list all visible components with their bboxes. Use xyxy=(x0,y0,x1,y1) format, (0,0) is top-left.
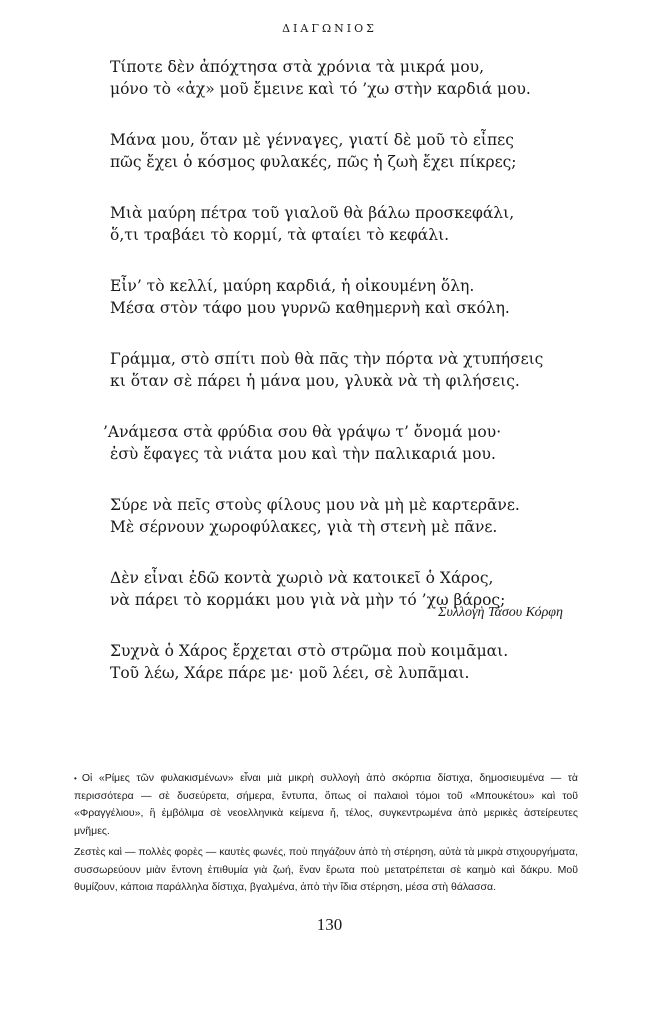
footnote xyxy=(74,770,578,840)
verse-line: Τοῦ λέω, Χάρε πάρε με· μοῦ λέει, σὲ λυπᾶμαι. xyxy=(110,664,470,682)
verse-line: ἐσὺ ἔφαγες τὰ νιάτα μου καὶ τὴν παλικαριά μου. xyxy=(110,445,496,463)
running-head: ΔΙΑΓΩΝΙΟΣ xyxy=(282,22,377,35)
verse-line: Γράμμα, στὸ σπίτι ποὺ θὰ πᾶς τὴν πόρτα νὰ χτυπήσεις xyxy=(110,350,544,368)
verse-line: Συχνὰ ὁ Χάρος ἔρχεται στὸ στρῶμα ποὺ κοιμᾶμαι. xyxy=(110,642,509,660)
verse-line: Δὲν εἶναι ἐδῶ κοντὰ χωριὸ νὰ κατοικεῖ ὁ Χάρος, xyxy=(110,569,494,587)
stanza xyxy=(110,494,580,538)
stanza xyxy=(103,421,580,465)
footnotes xyxy=(74,770,578,901)
verse-line: πῶς ἔχει ὁ κόσμος φυλακές, πῶς ἡ ζωὴ ἔχει πίκρες; xyxy=(110,153,517,171)
verse-line: κι ὅταν σὲ πάρει ἡ μάνα μου, γλυκὰ νὰ τὴ φιλήσεις. xyxy=(110,372,520,390)
stanza xyxy=(110,129,580,173)
verse-line: Μάνα μου, ὅταν μὲ γένναγες, γιατί δὲ μοῦ τὸ εἶπες xyxy=(110,131,514,149)
verse-line: Μέσα στὸν τάφο μου γυρνῶ καθημερνὴ καὶ σκόλη. xyxy=(110,299,510,317)
stanza xyxy=(110,348,580,392)
verse-line: νὰ πάρει τὸ κορμάκι μου γιὰ νὰ μὴν τό ’χω βάρος; xyxy=(110,591,506,609)
stanza xyxy=(110,275,580,319)
attribution: Συλλογὴ Τάσου Κόρφη xyxy=(438,605,563,620)
stanza xyxy=(110,56,580,100)
verse-line: ’Ανάμεσα στὰ φρύδια σου θὰ γράψω τ’ ὄνομά μου· xyxy=(103,423,502,441)
footnote-text: Ζεστὲς καὶ — πολλὲς φορὲς — καυτὲς φωνές, ποὺ πηγάζουν ἀπὸ τὴ στέρηση, αὐτὰ τὰ μικρὰ στιχουργήματα, συσσωρεύουν μιὰν ἔντονη ἐπιθυμία γιὰ ζωή, ἕναν ἔρωτα ποὺ μετατρέπεται σὲ καημὸ καὶ δάκρυ. Μοῦ θυμίζουν, κάποια παράλληλα δίστιχα, βγαλμένα, ἀπὸ τὴν ἴδια στέρηση, μέσα στὴ θάλασσα. xyxy=(74,846,578,893)
verse-line: Σύρε νὰ πεῖς στοὺς φίλους μου νὰ μὴ μὲ καρτερᾶνε. xyxy=(110,496,520,514)
stanza xyxy=(110,640,580,684)
verse-line: Μιὰ μαύρη πέτρα τοῦ γιαλοῦ θὰ βάλω προσκεφάλι, xyxy=(110,204,515,222)
footnote-text: Οἱ «Ρίμες τῶν φυλακισμένων» εἶναι μιὰ μικρὴ συλλογὴ ἀπὸ σκόρπια δίστιχα, δημοσιευμένα — τὰ περισσότερα — σὲ δυσεύρετα, σήμερα, ἔντυπα, ὅπως οἱ παλαιοὶ τόμοι τοῦ «Μπουκέτου» καὶ τοῦ «Φραγγέλιου», ἢ ἐμβόλιμα σὲ νεοελληνικὰ κείμενα ἤ, τέλος, συγκεντρωμένα ἀπὸ μερικὲς ἀστείρευτες μνῆμες. xyxy=(74,772,578,837)
verse-line: ὅ,τι τραβάει τὸ κορμί, τὰ φταίει τὸ κεφάλι. xyxy=(110,226,450,244)
page-number: 130 xyxy=(316,915,343,934)
footnote xyxy=(74,844,578,897)
stanza xyxy=(110,202,580,246)
verse-line: Μὲ σέρνουν χωροφύλακες, γιὰ τὴ στενὴ μὲ πᾶνε. xyxy=(110,518,498,536)
verse-line: μόνο τὸ «ἀχ» μοῦ ἔμεινε καὶ τό ’χω στὴν καρδιά μου. xyxy=(110,80,531,98)
verse-line: Τίποτε δὲν ἀπόχτησα στὰ χρόνια τὰ μικρά μου, xyxy=(110,58,485,76)
verse-line: Εἶν’ τὸ κελλί, μαύρη καρδιά, ἡ οἰκουμένη ὅλη. xyxy=(110,277,475,295)
bullet-icon: • xyxy=(74,774,77,783)
